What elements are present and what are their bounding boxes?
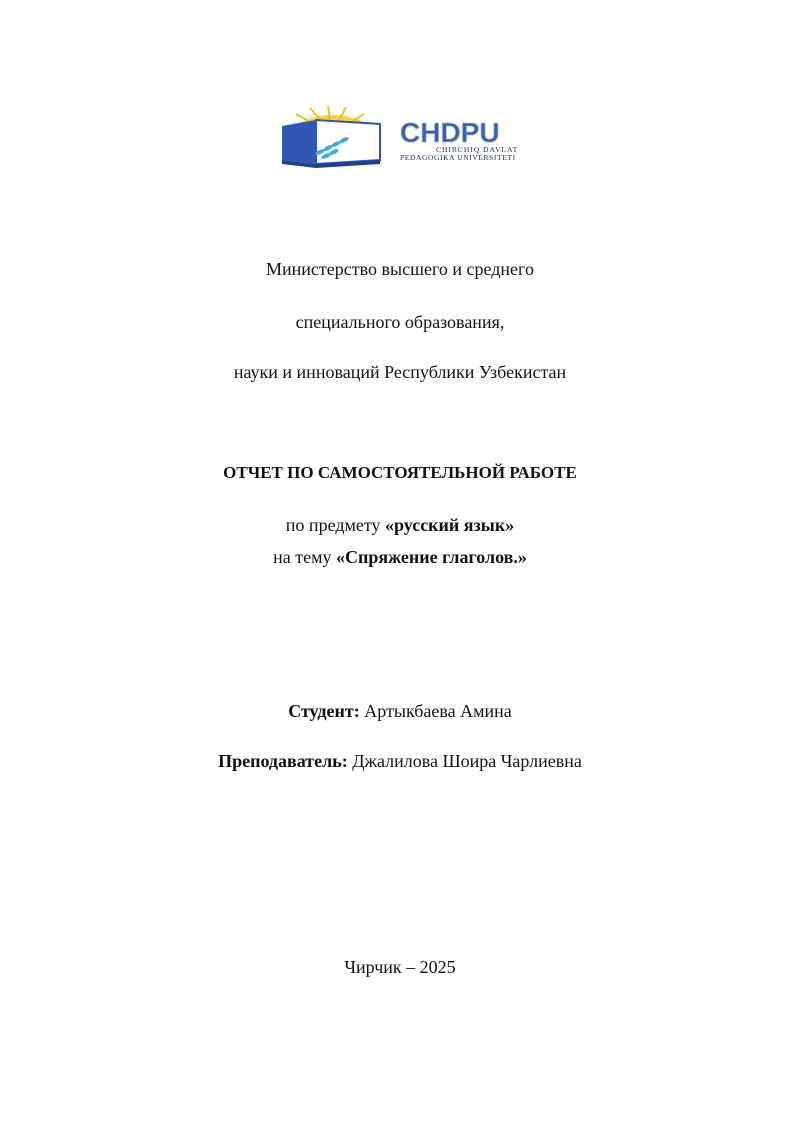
topic-prefix: на тему [273, 547, 336, 567]
ministry-line-3: науки и инноваций Республики Узбекистан [233, 362, 567, 382]
logo-subtitle-2: PEDAGOGIKA UNIVERSITETI [400, 153, 516, 162]
subject-prefix: по предмету [285, 515, 385, 535]
teacher-label: Преподаватель: [218, 751, 348, 771]
topic-value: «Спряжение глаголов.» [336, 547, 527, 567]
teacher-name: Джалилова Шоира Чарлиевна [347, 751, 582, 771]
teacher-line [0, 750, 800, 772]
subject-value: «русский язык» [384, 515, 515, 535]
student-line [0, 700, 800, 722]
university-logo [276, 104, 586, 168]
student-label: Студент: [288, 701, 360, 721]
subject-line [0, 514, 800, 536]
city-year: Чирчик – 2025 [344, 957, 456, 977]
ministry-line-1: Министерство высшего и среднего [266, 259, 534, 279]
ministry-line-2: специального образования, [295, 312, 505, 332]
book-icon [282, 120, 380, 168]
logo-wordmark: CHDPU [400, 117, 500, 148]
report-title: ОТЧЕТ ПО САМОСТОЯТЕЛЬНОЙ РАБОТЕ [223, 463, 577, 482]
logo-subtitle-1: CHIRCHIQ DAVLAT [436, 145, 519, 154]
topic-line [0, 546, 800, 568]
student-name: Артыкбаева Амина [359, 701, 512, 721]
